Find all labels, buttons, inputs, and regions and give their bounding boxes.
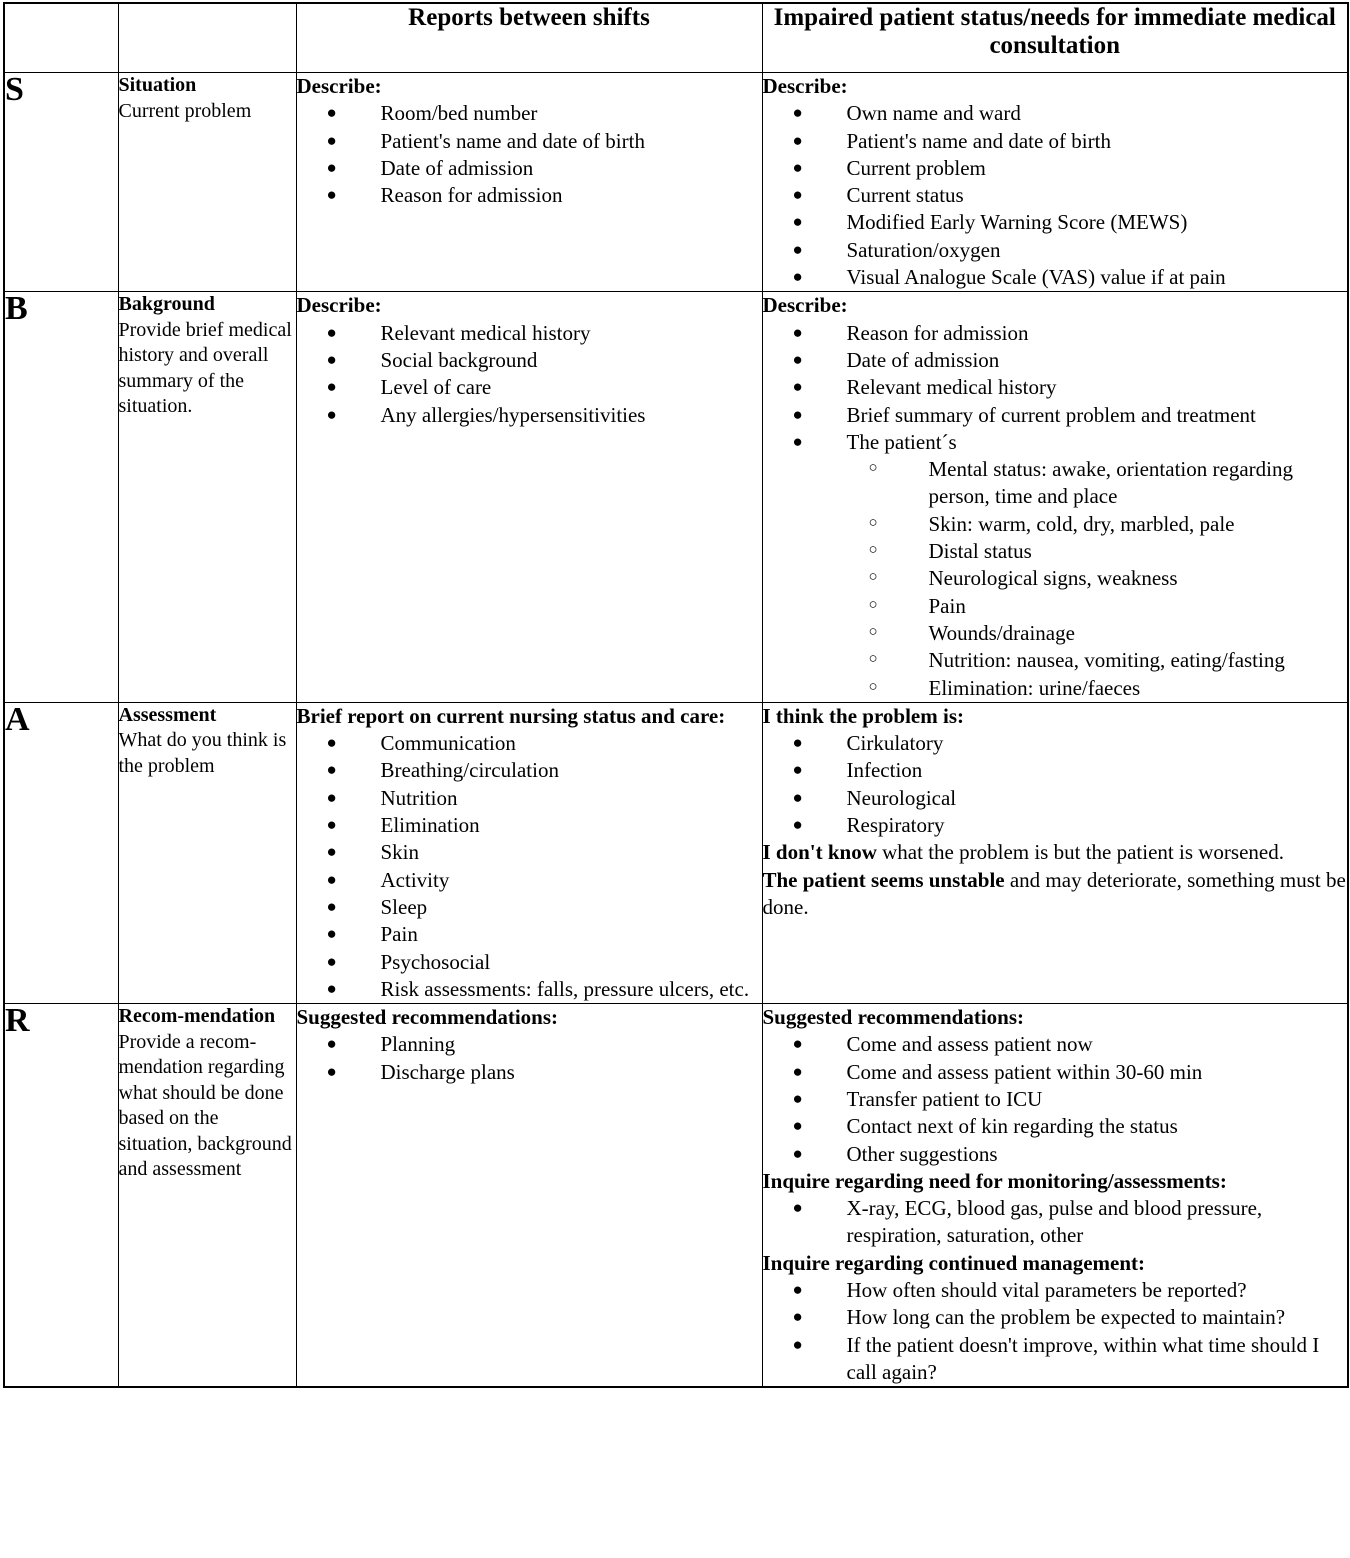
sub-list-item (847, 647, 1348, 674)
term-description: Provide brief medical history and overall summary of the situation. (118, 318, 292, 418)
disc-bullet-icon: ● (326, 322, 337, 342)
list-item-label: Cirkulatory (846, 731, 944, 756)
list-item (763, 374, 1348, 401)
list-item (297, 374, 762, 401)
cell-recommendation-shift (296, 1004, 762, 1388)
lead-text: Suggested recommendations: (762, 1005, 1025, 1030)
list-item (297, 1059, 762, 1086)
bullet-list (297, 100, 762, 209)
disc-bullet-icon: ● (792, 787, 803, 807)
row-letter-a: A (4, 702, 118, 1003)
table-row-situation (4, 73, 1348, 292)
list-item-label: Breathing/circulation (380, 758, 559, 783)
list-item (297, 155, 762, 182)
disc-bullet-icon: ● (326, 130, 337, 150)
list-item (763, 237, 1348, 264)
lead-text: Describe: (296, 293, 382, 318)
list-item (763, 1031, 1348, 1058)
lead-text: Describe: (762, 293, 848, 318)
list-item-label: Risk assessments: falls, pressure ulcers, etc. (380, 976, 750, 1001)
sub-bullet-list (847, 456, 1348, 702)
list-item (297, 976, 762, 1003)
list-item-label: Social background (380, 347, 538, 372)
list-item (297, 785, 762, 812)
cell-assessment-urgent (762, 702, 1348, 1003)
lead-text: Brief report on current nursing status and care: (296, 703, 726, 728)
disc-bullet-icon: ● (792, 322, 803, 342)
sub-list-item-label: Neurological signs, weakness (928, 566, 1178, 591)
list-item-label: Planning (380, 1032, 456, 1057)
disc-bullet-icon: ● (326, 1034, 337, 1054)
table-row-assessment (4, 702, 1348, 1003)
list-item (297, 100, 762, 127)
circle-bullet-icon: ○ (868, 596, 878, 613)
term-title: Bakground (118, 293, 215, 316)
header-cell-term (118, 3, 296, 73)
table-row-recommendation (4, 1004, 1348, 1388)
disc-bullet-icon: ● (326, 103, 337, 123)
list-item (763, 429, 1348, 456)
list-item (763, 812, 1348, 839)
circle-bullet-icon: ○ (868, 678, 878, 695)
list-item (297, 182, 762, 209)
disc-bullet-icon: ● (792, 349, 803, 369)
disc-bullet-icon: ● (326, 733, 337, 753)
disc-bullet-icon: ● (792, 404, 803, 424)
list-item (763, 264, 1348, 291)
lead-text-monitoring: Inquire regarding need for monitoring/assessments: (762, 1168, 1227, 1193)
list-item (297, 757, 762, 784)
disc-bullet-icon: ● (326, 349, 337, 369)
list-item-label: Room/bed number (380, 101, 538, 126)
list-item (297, 1031, 762, 1058)
list-item-label: Current problem (846, 155, 986, 180)
paragraph-bold-lead: The patient seems unstable (762, 867, 1005, 892)
paragraph-bold-lead: I don't know (762, 840, 877, 865)
list-item-label: Come and assess patient within 30-60 min (846, 1059, 1203, 1084)
circle-bullet-icon: ○ (868, 514, 878, 531)
sub-list-item-label: Mental status: awake, orientation regarding person, time and place (928, 457, 1293, 509)
lead-text: Suggested recommendations: (296, 1005, 559, 1030)
disc-bullet-icon: ● (792, 733, 803, 753)
list-item-label: If the patient doesn't improve, within what time should I call again? (846, 1332, 1320, 1384)
disc-bullet-icon: ● (326, 924, 337, 944)
list-item (763, 1304, 1348, 1331)
list-item (297, 921, 762, 948)
disc-bullet-icon: ● (792, 103, 803, 123)
cell-situation-urgent (762, 73, 1348, 292)
disc-bullet-icon: ● (792, 1088, 803, 1108)
row-term-background (118, 292, 296, 702)
list-item (763, 209, 1348, 236)
list-item-label: Level of care (380, 375, 492, 400)
list-item-label: Discharge plans (380, 1059, 515, 1084)
list-item-label: Any allergies/hypersensitivities (380, 402, 646, 427)
list-item-label: Current status (846, 183, 964, 208)
list-item (297, 320, 762, 347)
list-item (763, 320, 1348, 347)
disc-bullet-icon: ● (326, 1061, 337, 1081)
disc-bullet-icon: ● (326, 760, 337, 780)
list-item-label: Patient's name and date of birth (846, 128, 1111, 153)
list-item (297, 812, 762, 839)
bullet-list (297, 730, 762, 1003)
term-description: Provide a recom-mendation regarding what should be done based on the situation, background and assessment (118, 1030, 292, 1181)
list-item-label: Respiratory (846, 813, 945, 838)
disc-bullet-icon: ● (792, 157, 803, 177)
disc-bullet-icon: ● (326, 377, 337, 397)
term-title: Recom-mendation (118, 1005, 276, 1028)
disc-bullet-icon: ● (326, 185, 337, 205)
cell-background-urgent (762, 292, 1348, 702)
disc-bullet-icon: ● (792, 1061, 803, 1081)
list-item-label: Other suggestions (846, 1141, 998, 1166)
sub-list-item (847, 538, 1348, 565)
row-letter-b: B (4, 292, 118, 702)
list-item-label: Reason for admission (846, 320, 1029, 345)
table-row-background (4, 292, 1348, 702)
list-item-label: Psychosocial (380, 949, 491, 974)
list-item-label: How long can the problem be expected to maintain? (846, 1305, 1286, 1330)
sub-list-item-label: Elimination: urine/faeces (928, 675, 1141, 700)
sub-list-item (847, 593, 1348, 620)
bullet-list-monitoring (763, 1195, 1348, 1250)
disc-bullet-icon: ● (792, 130, 803, 150)
list-item-label: Nutrition (380, 785, 458, 810)
header-cell-reports-between-shifts: Reports between shifts (296, 3, 762, 73)
row-term-recommendation (118, 1004, 296, 1388)
disc-bullet-icon: ● (326, 157, 337, 177)
assessment-paragraph-unstable (763, 867, 1348, 922)
list-item (763, 1086, 1348, 1113)
list-item (763, 1195, 1348, 1250)
list-item (297, 128, 762, 155)
cell-background-shift (296, 292, 762, 702)
disc-bullet-icon: ● (792, 760, 803, 780)
list-item (763, 1332, 1348, 1387)
disc-bullet-icon: ● (792, 1307, 803, 1327)
list-item-label: Date of admission (846, 347, 1000, 372)
list-item (297, 347, 762, 374)
list-item (297, 867, 762, 894)
circle-bullet-icon: ○ (868, 651, 878, 668)
header-cell-impaired-patient-status: Impaired patient status/needs for immediate medical consultation (762, 3, 1348, 73)
list-item (297, 949, 762, 976)
sub-list-item (847, 565, 1348, 592)
lead-text-continued-management: Inquire regarding continued management: (762, 1250, 1145, 1275)
list-item-label: The patient´s (846, 429, 957, 454)
cell-assessment-shift (296, 702, 762, 1003)
paragraph-rest: and may deteriorate, something must be done. (762, 867, 1346, 919)
disc-bullet-icon: ● (326, 842, 337, 862)
sub-list-item (847, 675, 1348, 702)
sub-list-item-label: Nutrition: nausea, vomiting, eating/fasting (928, 648, 1285, 673)
bullet-list (763, 1031, 1348, 1167)
list-item-label: Patient's name and date of birth (380, 128, 645, 153)
list-item-label: Pain (380, 922, 418, 947)
disc-bullet-icon: ● (326, 978, 337, 998)
list-item-label: Relevant medical history (846, 375, 1057, 400)
disc-bullet-icon: ● (792, 377, 803, 397)
disc-bullet-icon: ● (792, 1116, 803, 1136)
disc-bullet-icon: ● (792, 1143, 803, 1163)
bullet-list (297, 320, 762, 429)
disc-bullet-icon: ● (792, 431, 803, 451)
circle-bullet-icon: ○ (868, 623, 878, 640)
list-item (763, 1113, 1348, 1140)
header-cell-letter (4, 3, 118, 73)
sub-list-item-label: Wounds/drainage (928, 620, 1075, 645)
paragraph-rest: what the problem is but the patient is worsened. (876, 840, 1284, 865)
list-item (763, 1059, 1348, 1086)
assessment-paragraph-unknown (763, 839, 1348, 866)
disc-bullet-icon: ● (792, 1334, 803, 1354)
list-item-label: Come and assess patient now (846, 1032, 1093, 1057)
disc-bullet-icon: ● (326, 787, 337, 807)
bullet-list (763, 320, 1348, 456)
sbar-table (3, 2, 1349, 1388)
list-item-label: Activity (380, 867, 450, 892)
list-item (763, 402, 1348, 429)
bullet-list (763, 100, 1348, 291)
row-letter-s: S (4, 73, 118, 292)
bullet-list (297, 1031, 762, 1086)
sub-list-item (847, 456, 1348, 511)
disc-bullet-icon: ● (792, 185, 803, 205)
list-item-label: Relevant medical history (380, 320, 591, 345)
list-item-label: Visual Analogue Scale (VAS) value if at pain (846, 265, 1226, 290)
table-header-row (4, 3, 1348, 73)
disc-bullet-icon: ● (792, 815, 803, 835)
lead-text: Describe: (762, 74, 848, 98)
circle-bullet-icon: ○ (868, 542, 878, 559)
disc-bullet-icon: ● (792, 239, 803, 259)
disc-bullet-icon: ● (792, 212, 803, 232)
row-term-situation (118, 73, 296, 292)
list-item (297, 730, 762, 757)
disc-bullet-icon: ● (792, 267, 803, 287)
list-item (297, 839, 762, 866)
lead-text: I think the problem is: (762, 703, 964, 728)
disc-bullet-icon: ● (326, 951, 337, 971)
bullet-list-continued-management (763, 1277, 1348, 1386)
list-item-label: Infection (846, 758, 923, 783)
cell-recommendation-urgent (762, 1004, 1348, 1388)
term-title: Situation (118, 74, 197, 96)
sub-list-item-label: Pain (928, 593, 966, 618)
disc-bullet-icon: ● (326, 896, 337, 916)
circle-bullet-icon: ○ (868, 460, 878, 477)
sub-list-item (847, 620, 1348, 647)
list-item-label: Own name and ward (846, 101, 1021, 126)
list-item (763, 347, 1348, 374)
list-item-label: Sleep (380, 894, 428, 919)
list-item-label: Transfer patient to ICU (846, 1086, 1043, 1111)
list-item-label: Elimination (380, 813, 480, 838)
disc-bullet-icon: ● (326, 815, 337, 835)
disc-bullet-icon: ● (326, 869, 337, 889)
list-item-label: Modified Early Warning Score (MEWS) (846, 210, 1188, 235)
sub-list-item-label: Distal status (928, 539, 1032, 564)
sub-list-item-label: Skin: warm, cold, dry, marbled, pale (928, 511, 1235, 536)
lead-text: Describe: (296, 74, 382, 98)
bullet-list (763, 730, 1348, 839)
term-description: Current problem (118, 99, 252, 122)
list-item-label: Saturation/oxygen (846, 237, 1001, 262)
list-item-label: How often should vital parameters be reported? (846, 1278, 1247, 1303)
circle-bullet-icon: ○ (868, 569, 878, 586)
list-item (297, 402, 762, 429)
list-item (763, 155, 1348, 182)
list-item (763, 1141, 1348, 1168)
list-item-label: Communication (380, 731, 516, 756)
nested-sublist-wrapper (763, 456, 1348, 702)
list-item-label: Neurological (846, 785, 957, 810)
disc-bullet-icon: ● (792, 1280, 803, 1300)
list-item (763, 757, 1348, 784)
list-item-label: Reason for admission (380, 183, 563, 208)
list-item-label: Skin (380, 840, 420, 865)
term-description: What do you think is the problem (118, 729, 287, 777)
disc-bullet-icon: ● (792, 1198, 803, 1218)
list-item-label: Brief summary of current problem and treatment (846, 402, 1256, 427)
list-item (297, 894, 762, 921)
row-term-assessment (118, 702, 296, 1003)
term-title: Assessment (118, 703, 217, 726)
list-item (763, 128, 1348, 155)
list-item (763, 1277, 1348, 1304)
list-item (763, 730, 1348, 757)
disc-bullet-icon: ● (792, 1034, 803, 1054)
list-item-label: Date of admission (380, 155, 534, 180)
cell-situation-shift (296, 73, 762, 292)
list-item (763, 182, 1348, 209)
sub-list-item (847, 511, 1348, 538)
list-item (763, 785, 1348, 812)
disc-bullet-icon: ● (326, 404, 337, 424)
list-item-label: Contact next of kin regarding the status (846, 1114, 1178, 1139)
list-item (763, 100, 1348, 127)
row-letter-r: R (4, 1004, 118, 1388)
list-item-label: X-ray, ECG, blood gas, pulse and blood pressure, respiration, saturation, other (846, 1196, 1263, 1248)
